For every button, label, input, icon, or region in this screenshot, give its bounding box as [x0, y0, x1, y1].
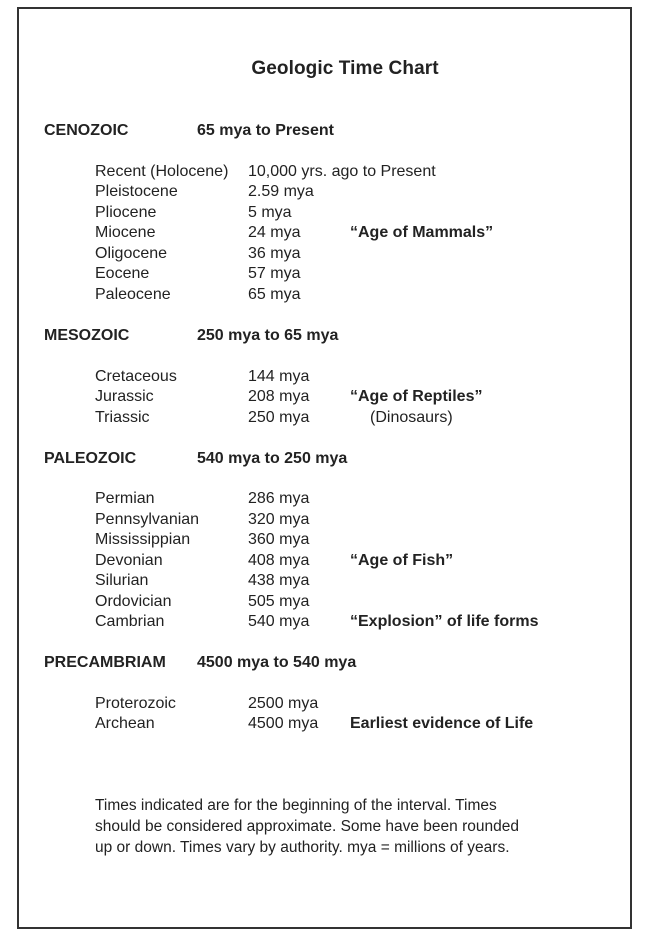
era-name-mesozoic: MESOZOIC [44, 327, 130, 344]
period-name: Recent (Holocene) [95, 163, 229, 180]
period-row [0, 245, 648, 265]
era-range-cenozoic: 65 mya to Present [197, 122, 334, 139]
period-time: 57 mya [248, 265, 301, 282]
period-name: Paleocene [95, 286, 171, 303]
period-time: 320 mya [248, 511, 310, 528]
period-time: 24 mya [248, 224, 301, 241]
period-time: 2500 mya [248, 695, 319, 712]
period-time: 360 mya [248, 531, 310, 548]
period-row [0, 531, 648, 551]
period-name: Jurassic [95, 388, 154, 405]
period-row [0, 368, 648, 388]
period-name: Miocene [95, 224, 156, 241]
period-note: “Age of Mammals” [350, 224, 494, 241]
period-name: Permian [95, 490, 155, 507]
period-name: Eocene [95, 265, 150, 282]
period-row [0, 715, 648, 735]
period-row [0, 224, 648, 244]
period-row [0, 572, 648, 592]
period-row [0, 613, 648, 633]
period-note: “Explosion” of life forms [350, 613, 539, 630]
period-row [0, 388, 648, 408]
period-name: Mississippian [95, 531, 191, 548]
period-row [0, 204, 648, 224]
period-note: “Age of Reptiles” [350, 388, 483, 405]
period-note: (Dinosaurs) [370, 409, 453, 426]
era-name-cenozoic: CENOZOIC [44, 122, 129, 139]
period-time: 4500 mya [248, 715, 319, 732]
period-time: 286 mya [248, 490, 310, 507]
period-name: Silurian [95, 572, 149, 589]
period-time: 438 mya [248, 572, 310, 589]
period-name: Oligocene [95, 245, 168, 262]
period-name: Pleistocene [95, 183, 178, 200]
period-time: 505 mya [248, 593, 310, 610]
era-name-paleozoic: PALEOZOIC [44, 450, 137, 467]
period-name: Proterozoic [95, 695, 176, 712]
period-name: Triassic [95, 409, 150, 426]
period-name: Devonian [95, 552, 163, 569]
period-note: Earliest evidence of Life [350, 715, 534, 732]
period-time: 540 mya [248, 613, 310, 630]
period-name: Cambrian [95, 613, 165, 630]
period-row [0, 593, 648, 613]
period-time: 250 mya [248, 409, 310, 426]
era-range-precambriam: 4500 mya to 540 mya [197, 654, 357, 671]
period-name: Ordovician [95, 593, 172, 610]
era-name-precambriam: PRECAMBRIAM [44, 654, 166, 671]
era-range-paleozoic: 540 mya to 250 mya [197, 450, 348, 467]
period-name: Archean [95, 715, 155, 732]
period-row [0, 490, 648, 510]
period-time: 408 mya [248, 552, 310, 569]
period-note: “Age of Fish” [350, 552, 454, 569]
page-border [17, 7, 632, 929]
page-title: Geologic Time Chart [251, 58, 439, 79]
period-time: 2.59 mya [248, 183, 314, 200]
footnote: Times indicated are for the beginning of the interval. Times should be considered approximate. Some have been rounded up or down. Times vary by authority. mya = millions of years. [95, 797, 519, 856]
period-time: 5 mya [248, 204, 292, 221]
period-name: Pliocene [95, 204, 157, 221]
period-name: Cretaceous [95, 368, 177, 385]
period-time: 144 mya [248, 368, 310, 385]
period-row [0, 695, 648, 715]
period-row [0, 286, 648, 306]
period-row [0, 183, 648, 203]
period-time: 36 mya [248, 245, 301, 262]
period-row [0, 511, 648, 531]
period-row [0, 265, 648, 285]
period-time: 208 mya [248, 388, 310, 405]
era-range-mesozoic: 250 mya to 65 mya [197, 327, 339, 344]
period-row [0, 552, 648, 572]
period-time: 65 mya [248, 286, 301, 303]
period-row [0, 409, 648, 429]
period-row [0, 163, 648, 183]
period-time: 10,000 yrs. ago to Present [248, 163, 436, 180]
period-name: Pennsylvanian [95, 511, 200, 528]
